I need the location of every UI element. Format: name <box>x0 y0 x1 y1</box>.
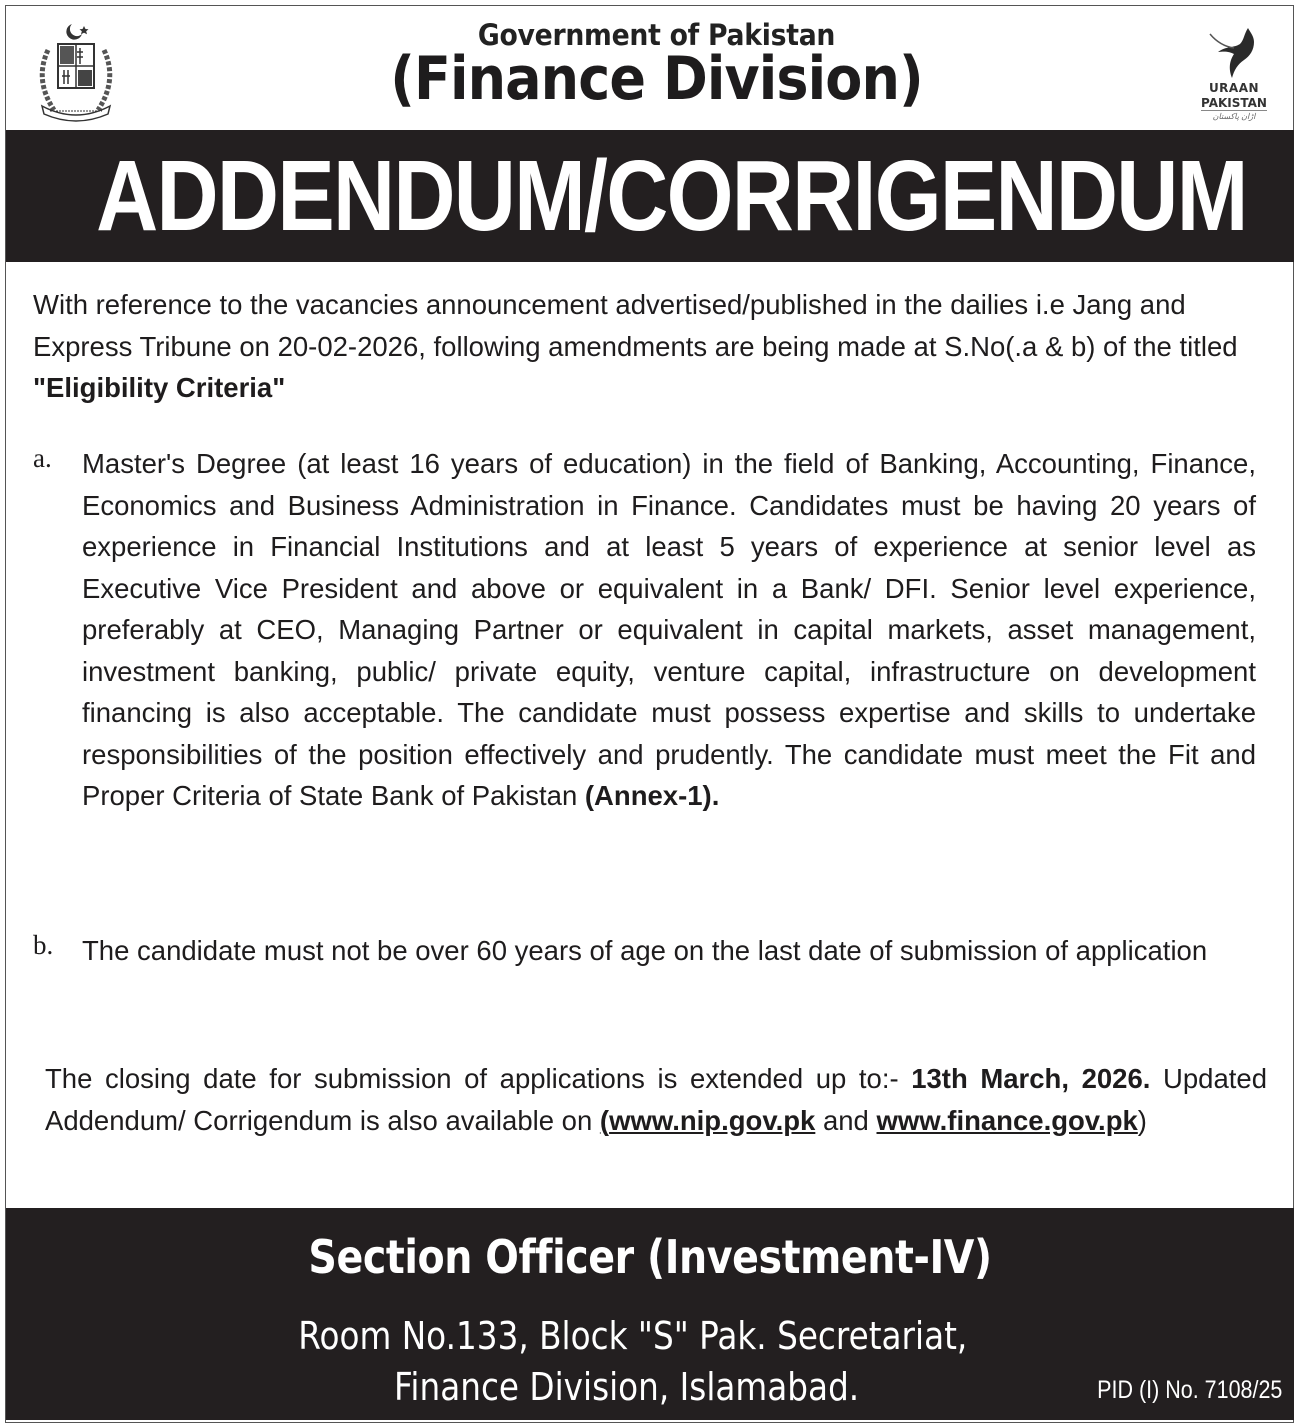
intro-paragraph <box>33 284 1273 409</box>
intro-text: With reference to the vacancies announcement advertised/published in the dailies i.e Jang and Express Tribune on 20-02-2026, following amendments are being made at S.No(.a & b) of the titled <box>33 289 1238 362</box>
logo-text-uraan: URAAN <box>1208 81 1260 95</box>
link-nip[interactable]: www.nip.gov.pk <box>609 1104 816 1136</box>
closing-text-2: Updated Addendum/ Corrigendum is also available on <box>45 1063 1267 1136</box>
banner-title: ADDENDUM/CORRIGENDUM <box>96 140 1247 252</box>
section-officer: Section Officer (Investment-IV) <box>308 1230 992 1284</box>
paren-close: ) <box>1137 1104 1147 1136</box>
division-title: (Finance Division) <box>390 44 923 114</box>
eligibility-criteria-title: "Eligibility Criteria" <box>33 372 286 403</box>
closing-text: The closing date for submission of applications is extended up to:- <box>45 1063 912 1094</box>
item-a-text <box>82 443 1256 817</box>
logo-text-pakistan: PAKISTAN <box>1201 96 1267 110</box>
pid-number: PID (I) No. 7108/25 <box>1096 1376 1282 1404</box>
closing-date: 13th March, 2026. <box>911 1063 1151 1094</box>
address-line-1: Room No.133, Block "S" Pak. Secretariat, <box>298 1314 968 1358</box>
address-line-2: Finance Division, Islamabad. <box>394 1365 860 1409</box>
paren-open: ( <box>599 1104 610 1136</box>
government-title: Government of Pakistan <box>477 18 836 52</box>
closing-text-3: and <box>815 1104 877 1136</box>
item-b-text: The candidate must not be over 60 years of age on the last date of submission of application <box>82 935 1208 966</box>
uraan-pakistan-logo <box>1186 24 1282 124</box>
annex-reference: (Annex-1). <box>584 780 720 811</box>
footer-banner <box>6 1208 1294 1420</box>
closing-paragraph <box>45 1058 1267 1141</box>
header <box>6 6 1294 130</box>
logo-tagline: اڑان پاکستان <box>1212 112 1256 121</box>
item-b-marker: b. <box>33 930 54 960</box>
bird-icon <box>1204 24 1264 82</box>
item-a-body: Master's Degree (at least 16 years of education) in the field of Banking, Accounting, Finance, Economics and Business Administration in Finance. Candidates must be having 20 years of experience in Financial Institutions and at least 5 years of experience at senior level as Executive Vice President and above or equivalent in a Bank/ DFI. Senior level experience, preferably at CEO, Managing Partner or equivalent in capital markets, asset management, investment banking, public/ private equity, venture capital, infrastructure on development financing is also acceptable. The candidate must possess expertise and skills to undertake responsibilities of the position effectively and prudently. The candidate must meet the Fit and Proper Criteria of State Bank of Pakistan <box>82 448 1256 811</box>
item-a-marker: a. <box>33 443 52 473</box>
link-finance[interactable]: www.finance.gov.pk <box>876 1104 1138 1136</box>
title-banner <box>6 130 1294 262</box>
